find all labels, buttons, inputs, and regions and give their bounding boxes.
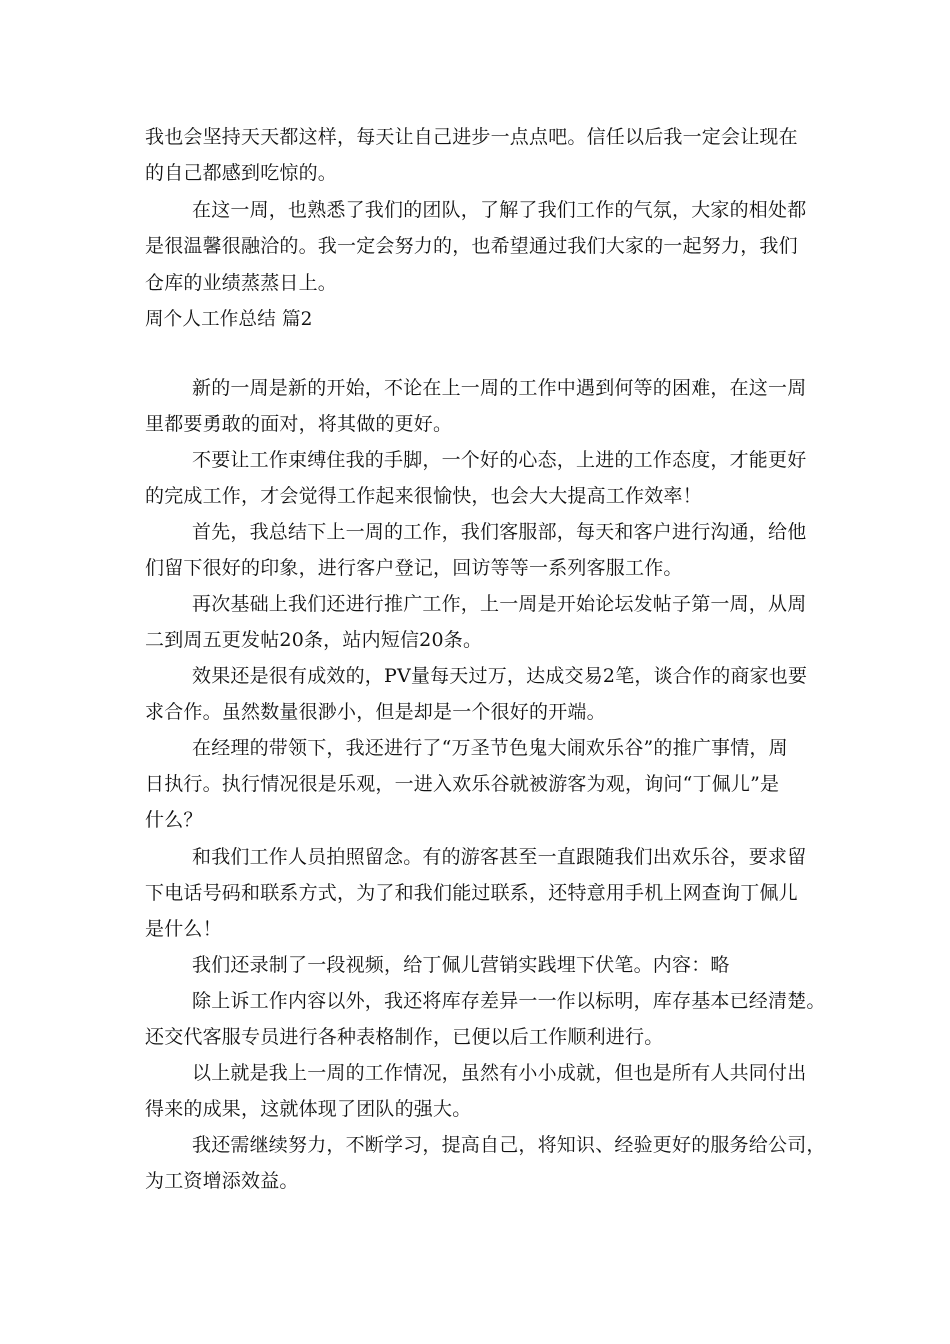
text-line: 还交代客服专员进行各种表格制作，已便以后工作顺利进行。	[145, 1026, 664, 1048]
text-line: 为工资增添效益。	[145, 1170, 299, 1192]
text-line: 的完成工作，才会觉得工作起来很愉快，也会大大提高工作效率！	[145, 485, 702, 507]
paragraph-start: 在这一周，也熟悉了我们的团队，了解了我们工作的气氛，大家的相处都	[192, 199, 807, 221]
paragraph-start: 以上就是我上一周的工作情况，虽然有小小成就，但也是所有人共同付出	[192, 1062, 807, 1084]
paragraph-start: 我们还录制了一段视频，给丁佩儿营销实践埋下伏笔。内容：略	[192, 954, 730, 976]
text-line: 二到周五更发帖20条，站内短信20条。	[145, 629, 483, 651]
text-line: 求合作。虽然数量很渺小，但是却是一个很好的开端。	[145, 701, 606, 723]
text-line: 是什么！	[145, 918, 222, 940]
text-line: 仓库的业绩蒸蒸日上。	[145, 272, 338, 294]
text-line: 日执行。执行情况很是乐观，一进入欢乐谷就被游客为观，询问“丁佩儿”是	[145, 773, 780, 795]
paragraph-start: 效果还是很有成效的，PV量每天过万，达成交易2笔，谈合作的商家也要	[192, 665, 808, 687]
text-line: 我也会坚持天天都这样，每天让自己进步一点点吧。信任以后我一定会让现在	[145, 126, 798, 148]
paragraph-start: 在经理的带领下，我还进行了“万圣节色鬼大闹欢乐谷”的推广事情，周	[192, 737, 788, 759]
text-line: 里都要勇敢的面对，将其做的更好。	[145, 413, 453, 435]
text-line: 们留下很好的印象，进行客户登记，回访等等一系列客服工作。	[145, 557, 683, 579]
paragraph-start: 再次基础上我们还进行推广工作，上一周是开始论坛发帖子第一周，从周	[192, 593, 807, 615]
paragraph-start: 除上诉工作内容以外，我还将库存差异一一作以标明，库存基本已经清楚。	[192, 990, 826, 1012]
paragraph-start: 不要让工作束缚住我的手脚，一个好的心态，上进的工作态度，才能更好	[192, 449, 807, 471]
paragraph-start: 新的一周是新的开始，不论在上一周的工作中遇到何等的困难，在这一周	[192, 377, 807, 399]
paragraph-start: 和我们工作人员拍照留念。有的游客甚至一直跟随我们出欢乐谷，要求留	[192, 846, 807, 868]
text-line: 什么？	[145, 809, 203, 831]
text-line: 下电话号码和联系方式，为了和我们能过联系，还特意用手机上网查询丁佩儿	[145, 882, 798, 904]
section-heading: 周个人工作总结 篇2	[145, 309, 313, 330]
text-line: 的自己都感到吃惊的。	[145, 162, 338, 184]
paragraph-start: 我还需继续努力，不断学习，提高自己，将知识、经验更好的服务给公司，	[192, 1134, 826, 1156]
text-line: 得来的成果，这就体现了团队的强大。	[145, 1098, 472, 1120]
text-line: 是很温馨很融洽的。我一定会努力的，也希望通过我们大家的一起努力，我们	[145, 235, 798, 257]
paragraph-start: 首先，我总结下上一周的工作，我们客服部，每天和客户进行沟通，给他	[192, 521, 807, 543]
